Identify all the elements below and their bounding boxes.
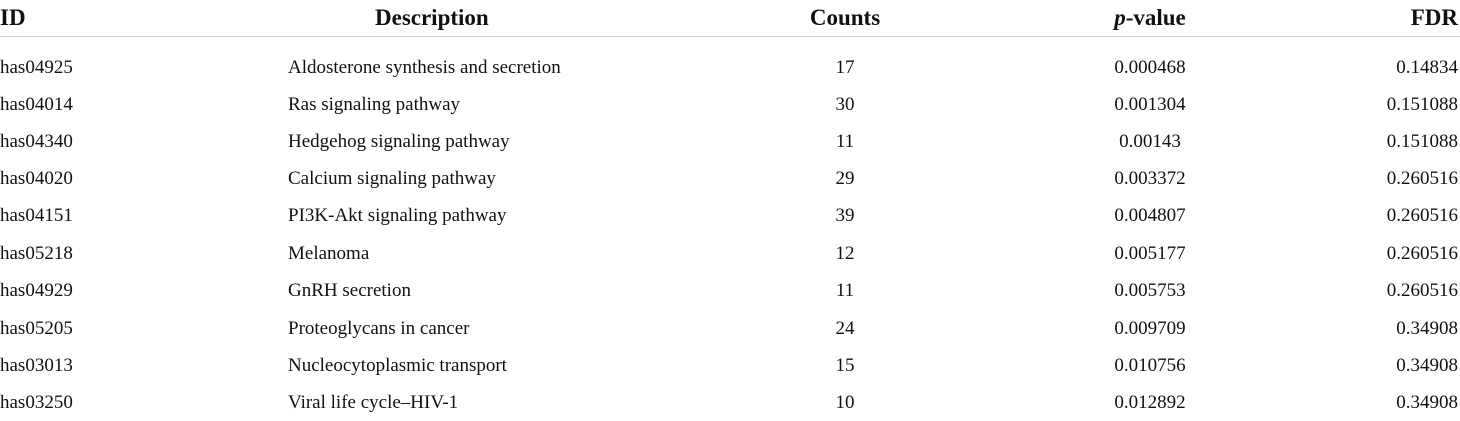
cell-counts: 39 [835, 205, 855, 226]
table-row [0, 49, 1460, 86]
cell-fdr: 0.260516 [1386, 280, 1458, 301]
cell-pvalue: 0.012892 [1114, 392, 1186, 413]
cell-fdr: 0.34908 [1396, 355, 1458, 376]
cell-id: has04929 [0, 280, 73, 301]
table-row [0, 235, 1460, 272]
cell-fdr: 0.151088 [1386, 131, 1458, 152]
cell-fdr: 0.151088 [1386, 94, 1458, 115]
cell-pvalue: 0.004807 [1114, 205, 1186, 226]
cell-description: Hedgehog signaling pathway [288, 131, 510, 152]
cell-id: has04340 [0, 131, 73, 152]
cell-counts: 12 [835, 243, 855, 264]
cell-pvalue: 0.001304 [1114, 94, 1186, 115]
cell-counts: 24 [835, 318, 855, 339]
cell-counts: 11 [835, 280, 855, 301]
header-fdr: FDR [1410, 4, 1458, 30]
cell-fdr: 0.260516 [1386, 243, 1458, 264]
table-row [0, 197, 1460, 234]
cell-description: Aldosterone synthesis and secretion [288, 57, 561, 78]
table-row [0, 123, 1460, 160]
table-row [0, 272, 1460, 309]
cell-fdr: 0.260516 [1386, 168, 1458, 189]
cell-description: Ras signaling pathway [288, 94, 461, 115]
cell-id: has03250 [0, 392, 73, 413]
cell-pvalue: 0.00143 [1119, 131, 1181, 152]
cell-id: has05205 [0, 318, 73, 339]
cell-pvalue: 0.009709 [1114, 318, 1186, 339]
cell-pvalue: 0.010756 [1114, 355, 1186, 376]
cell-description: GnRH secretion [288, 280, 411, 301]
header-pvalue [1020, 0, 1280, 34]
cell-description: PI3K-Akt signaling pathway [288, 205, 507, 226]
table-row [0, 347, 1460, 384]
cell-description: Nucleocytoplasmic transport [288, 355, 507, 376]
cell-id: has04014 [0, 94, 73, 115]
cell-counts: 11 [835, 131, 855, 152]
header-pvalue-suffix: -value [1125, 4, 1186, 30]
cell-fdr: 0.260516 [1386, 205, 1458, 226]
table-row [0, 310, 1460, 347]
cell-id: has04151 [0, 205, 73, 226]
header-pvalue-p: p [1114, 4, 1126, 30]
cell-pvalue: 0.005753 [1114, 280, 1186, 301]
header-divider [0, 36, 1460, 37]
header-description: Description [375, 4, 489, 30]
cell-pvalue: 0.005177 [1114, 243, 1186, 264]
cell-counts: 10 [835, 392, 855, 413]
cell-description: Calcium signaling pathway [288, 168, 496, 189]
cell-id: has04020 [0, 168, 73, 189]
cell-id: has04925 [0, 57, 73, 78]
cell-description: Viral life cycle–HIV-1 [288, 392, 459, 413]
cell-description: Proteoglycans in cancer [288, 318, 470, 339]
cell-counts: 29 [835, 168, 855, 189]
table-header-row [0, 0, 1460, 34]
cell-fdr: 0.14834 [1396, 57, 1458, 78]
cell-description: Melanoma [288, 243, 370, 264]
cell-fdr: 0.34908 [1396, 392, 1458, 413]
cell-pvalue: 0.003372 [1114, 168, 1186, 189]
cell-id: has03013 [0, 355, 73, 376]
cell-pvalue: 0.000468 [1114, 57, 1186, 78]
header-counts: Counts [809, 4, 881, 30]
cell-id: has05218 [0, 243, 73, 264]
header-id: ID [0, 4, 26, 30]
cell-counts: 17 [835, 57, 855, 78]
table-row [0, 384, 1460, 421]
cell-fdr: 0.34908 [1396, 318, 1458, 339]
cell-counts: 30 [835, 94, 855, 115]
table-row [0, 86, 1460, 123]
cell-counts: 15 [835, 355, 855, 376]
table-row [0, 160, 1460, 197]
